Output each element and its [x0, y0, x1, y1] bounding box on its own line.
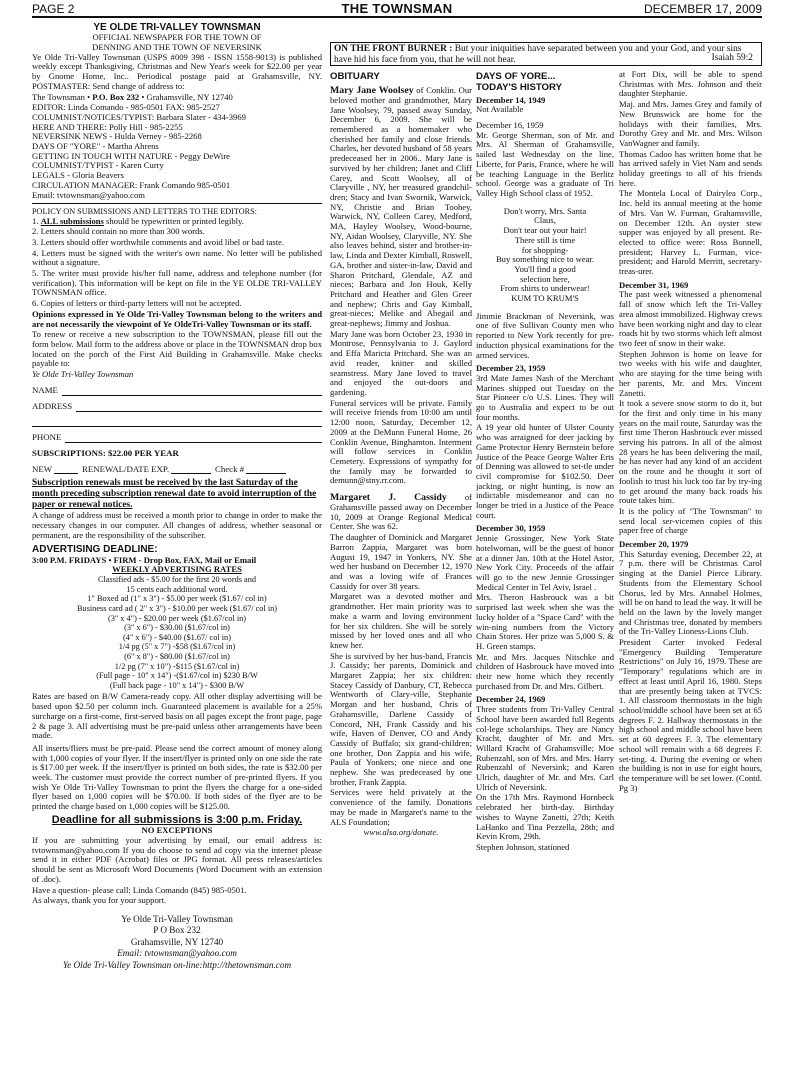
yore-subheading: TODAY'S HISTORY [476, 81, 562, 93]
advertising-deadline: 3:00 P.M. FRIDAYS • FIRM - Drop Box, FAX, Mail or Email [32, 554, 257, 565]
history-item: Mr. and Mrs. Jacques Nitschke and children of Hasbrouck have moved into their new home which they recently purchased from Dr. and Mrs. Gilbert. [476, 651, 614, 691]
history-item: A 19 year old hunter of Ulster County who was arraigned for deer jacking by Game Protector Henry Bernstein before Justice of the Peace George Walter Erts of Denning was allowed to set-tle under civil compromise for $102.50. Deer jacking, or night hunting, is now an indictable misdemeanor and can no longer be tried in a Justice of the Peace court. [476, 422, 614, 520]
phone-field[interactable]: PHONE [32, 433, 322, 443]
issue-date: DECEMBER 17, 2009 [643, 2, 762, 16]
staff-line: NEVERSINK NEWS - Hulda Verney - 985-2268 [32, 131, 202, 142]
policy-item: 5. The writer must provide his/her full name, address and telephone number (for verification). This information will be kept on file in the YE OLDE TRI-VALLEY TOWNSMAN office. [32, 268, 322, 298]
staff-line: COLUMNIST/NOTICES/TYPIST: Barbara Slater - 434-3969 [32, 111, 246, 122]
history-item: Not Available [476, 104, 524, 115]
subscription-price: SUBSCRIPTIONS: $22.00 PER YEAR [32, 447, 179, 458]
renewal-deadline-notice: Subscription renewals must be received by the last Saturday of the month preceding subscription renewal date to avoid interruption of the paper or renewal notices. [32, 478, 317, 510]
renew-instructions: To renew or receive a new subscription to the TOWNSMAN, please fill out the form below. Mail form to the address above or place in the TOWNSMAN drop box located on the porch of the First Aid Building in Grahamsville. Make checks payable to: [32, 329, 322, 369]
front-burner-source: Isaiah 59:2 [711, 53, 753, 64]
policy-item: 2. Letters should contain no more than 300 words. [32, 226, 205, 237]
history-item: Jimmie Brackman of Neversink, was one of five Sullivan County men who reported to New York recently for pre-induction physical examinations for the armed services. [476, 310, 614, 360]
obituary-heading: OBITUARY [330, 71, 380, 82]
rate-line: (Full page - 10" x 14") -($1.67/col in) $230 B/W [96, 671, 258, 681]
rate-line: 1/4 pg (5" x 7") -$58 ($1.67/col in) [118, 642, 236, 652]
submission-deadline: Deadline for all submissions is 3:00 p.m. Friday. [51, 813, 303, 826]
rate-line: (4" x 6") - $40.00 ($1.67/ col in) [123, 632, 231, 642]
obituary-paragraph: Funeral services will be private. Family will receive friends from 10:00 am until 12:00 noon, Saturday, December 12, 2009 at the DeMunn Funeral Home, 26 Conklin Avenue, Binghamton. Interment will follow services in Conklin Cemetery. Expressions of sympathy for the family may be forwarded to demunn@stny.rr.com. [330, 397, 472, 486]
no-exceptions: NO EXCEPTIONS [141, 825, 213, 836]
history-item: This Saturday evening, December 22, at 7 p.m. there will be Christmas Carol singing at the Daniel Pierce Library. Students from the Elementary School Chorus, led by Mrs. Annabel Holmes, will be on hand to lead the way. It will be held on the lawn by the lovely manger and Christmas tree, donated by members of the Tri-Valley Lioness-Lions Club. [619, 548, 762, 637]
newspaper-name: THE TOWNSMAN [341, 1, 453, 16]
history-item: Jennie Grossinger, New York State hotelwoman, will be the guest of honor at a dinner Jan. 10th at the Hotel Astor, New York City. Proceeds of the affair will go to the new Jennie Grossinger Medical Center in Tel Aviv, Israel . [476, 533, 614, 592]
page-header [32, 2, 762, 18]
rate-line: 1" Boxed ad (1" x 3") - $5.00 per week ($1.67/ col in) [87, 594, 267, 604]
page-number: PAGE 2 [32, 2, 75, 16]
advertising-heading: ADVERTISING DEADLINE: [32, 544, 158, 556]
history-item: Thomas Cadoo has written home that he has arrived safely in Viet Nam and sends holiday greetings to all of his friends here. [619, 148, 762, 188]
email-note: If you are submitting your advertising by email, our email address is: tvtownsman@yahoo.com If you do choose to send ad copy via the internet please send it in either PDF (Acrobat) files or JPG format. All press releases/articles should be sent as Microsoft Word Documents (Word Document with an extension of .doc). [32, 835, 322, 884]
history-item: Stephen Johnson, stationed [476, 841, 570, 852]
staff-line: COLUMNIST/TYPIST - Karen Curry [32, 160, 164, 171]
staff-line: CIRCULATION MANAGER: Frank Comando 985-0501 [32, 179, 231, 190]
front-burner-box [330, 42, 762, 66]
obituary-paragraph: Mary Jane was born October 23, 1930 in Montrose, Pennsylvania to J. Gaylord and Effa Maricta Pritchard. She was an avid reader, knitter and skilled seamstress. Mary Jane loved to travel and enjoyed the out-doors and gardening. [330, 328, 472, 397]
opinions-disclaimer: Opinions expressed in Ye Olde Tri-Valley Townsman belong to the writers and are not necessarily the viewpoint of Ye OldeTri-Valley Townsman or its staff. [32, 308, 322, 329]
address-field[interactable]: ADDRESS [32, 402, 322, 412]
rate-line: (3" x 4") - $20.00 per week ($1.67/col in) [107, 613, 247, 623]
history-item: Maj. and Mrs. James Grey and family of New Brunswick are home for the holidays with their families, Mrs. Dorothy Grey and Mr. and Mrs. Wilson VanWagner and family. [619, 99, 762, 148]
date-heading: December 23, 1959 [476, 363, 546, 374]
payable-to: Ye Olde Tri-Valley Townsman [32, 369, 134, 380]
masthead-subtitle: OFFICIAL NEWSPAPER FOR THE TOWN OF [92, 32, 262, 43]
subscription-type-row[interactable]: NEW RENEWAL/DATE EXP. Check # [32, 465, 322, 475]
mailing-address: The Townsman • P.O. Box 232 • Grahamsville, NY 12740 [32, 91, 233, 102]
policy-item: 4. Letters must be signed with the writer's own name. No letter will be published without a signature. [32, 247, 322, 268]
staff-line: GETTING IN TOUCH WITH NATURE - Peggy DeWire [32, 150, 230, 161]
history-item: Mrs. Theron Hasbrouck was a bit surprised last week when she was the lucky holder of a "Space Card" with the win-ning numbers from the Victory Chain Stores. Her prize was 5,000 S. & H. Green stamps. [476, 592, 614, 651]
masthead-title: YE OLDE TRI-VALLEY TOWNSMAN [93, 22, 261, 33]
rate-line: Business card ad ( 2" x 3") - $10.00 per week ($1.67/ col in) [76, 603, 278, 613]
publication-info: Ye Olde Tri-Valley Townsman (USPS #009 398 - ISSN 1558-9013) is published weekly except Thanksgiving, Christmas and New Year's week for $22.00 per year by Gnome Home, Inc.. Periodical postage paid at Grahamsville, NY. POSTMASTER: Send change of address to: [32, 51, 322, 91]
divider [32, 203, 322, 204]
history-item: 3rd Mate James Nash of the Merchant Marines shipped out Tuesday on the Star Pioneer c/o U.S. Lines. They will go to Australia and expect to be out four months. [476, 372, 614, 422]
address-field-line2[interactable] [32, 418, 322, 427]
name-field[interactable]: NAME [32, 386, 322, 396]
rates-list [32, 575, 322, 690]
rate-line: 15 cents each additional word. [126, 584, 228, 594]
obituary-paragraph: The daughter of Dominick and Margaret Barron Zappia, Margaret was born August 19, 1947 in Yonkers, NY. She wed her husband on December 12, 1970 and was a loving wife of Frances Cassidy for over 38 years. [330, 532, 472, 591]
policy-item: 3. Letters should offer worthwhile comments and avoid libel or bad taste. [32, 236, 285, 247]
obituary-woolsey: Mary Jane Woolsey of Conklin. Our beloved mother and grandmother, Mary Jane Woolsey, 79, passed away Sunday, December 6, 2009. She will be remembered as a homemaker who cherished her family and close friends. Charles, her devoted husband of 58 years predeceased her in 2006.. Mary Jane is survived by her children; Janet and Cliff Carey, and Scott Woolsey, all of Claryville , NY, her treasured grandchil-dren; Stacy and Ivan Swornik, Warwick, NY, Christie and Brian Toohey, Warwick, NY, Colleen Carey, Medford, MA, Hayley Woolsey, Wood-bourne, NY, Aidan Woolsey, Claryville, NY. She also leaves behind, sister and brother-in-law, Linda and Dexter Kimball, Roswell, GA, brother and sister-in-law, David and Sharon Pritchard, Glendale, AZ and nieces; Barbara and Jon Houk, Kelly Pritchard and Heather and Glen Greer and nephew; Chris and Gay Kimball, great-nieces; Melike and Abegail and great-nephews; Jimmy and Joshua. [330, 84, 472, 329]
obituary-paragraph: Services were held privately at the convenience of the family. Donations may be made in Margaret's name to the ALS Foundation; [330, 787, 472, 827]
history-item: at Fort Dix, will be able to spend Christmas with Mrs. Johnson and their daughter Stephanie. [619, 70, 762, 99]
staff-line: HERE AND THERE: Polly Hill - 985-2255 [32, 121, 183, 132]
obituary-paragraph: Margaret was a devoted mother and grandmother. Her main priority was to make a warm and loving environment for her six children. She will be sorely missed by her loved ones and all who knew her. [330, 591, 472, 650]
thanks-note: As always, thank you for your support. [32, 895, 167, 906]
rates-title: WEEKLY ADVERTISING RATES [112, 564, 242, 575]
rate-line: (6" x 8") - $80.00 ($1.67/col in) [124, 652, 230, 662]
date-heading: December 14, 1949 [476, 94, 546, 105]
donation-link[interactable]: www.alsa.org/donate. [363, 827, 439, 838]
policy-item: 1. ALL submissions should be typewritten or printed legibly. [32, 215, 244, 226]
history-item: It is the policy of "The Townsman" to send local ser-vicemen copies of this paper free of charge [619, 505, 762, 536]
policy-heading: POLICY ON SUBMISSIONS AND LETTERS TO THE EDITORS: [32, 207, 257, 217]
staff-line: LEGALS - Gloria Beavers [32, 170, 124, 181]
krums-ad: Don't worry, Mrs. Santa Claus, Don't tear out your hair! There still is time for shopping- Buy something nice to wear. You'll find a good selection here, From shirts to underwear! KUM TO KRUM'S [495, 205, 595, 304]
history-item: President Carter invoked Federal "Emergency Building Temperature Restrictions" on July 16, 1979. These are "Temporary" regulations which are in effect at least until April 16, 1980. Steps that are presently being taken at TVCS: 1. All classroom thermostats in the high school/middle school have been set at 65 degrees F. 2. Hallway thermostats in the high school and middle school have been set at 60 degrees F. 3. The elementary school will remain with a 68 degrees F. set-ting. 4. During the evening or when the building is not in use for eight hours, the temperature will be set lower. (Contd. Pg 3) [619, 637, 762, 793]
date-heading: December 24, 1969 [476, 694, 546, 705]
staff-line: DAYS OF "YORE" - Martha Ahrens [32, 141, 159, 152]
change-of-address: A change of address must be received a month prior to change in order to make the necessary changes in our computer. All changes of address, whether seasonal or permanent, are the responsibility of the subscriber. [32, 510, 322, 540]
footer-email[interactable]: Email: tvtownsman@yahoo.com [117, 948, 237, 959]
front-burner-label: ON THE FRONT BURNER : [334, 44, 453, 54]
rate-line: 1/2 pg (7" x 10") -$115 ($1.67/col in) [114, 661, 240, 671]
footer-website[interactable]: Ye Olde Tri-Valley Townsman on-line:http://thetownsman.com [62, 959, 292, 970]
staff-list [32, 103, 322, 200]
obituary-column [330, 70, 472, 1084]
front-burner-quote: But your iniquities have separated between you and your God, and your sins have hid his face from you, that he will not hear. [334, 44, 742, 65]
policy-item: 6. Copies of letters or third-party letters will not be accepted. [32, 298, 242, 309]
history-item: On the 17th Mrs. Raymond Hornbeck celebrated her birth-day. Birthday wishes to Wayne Zanetti, 27th; Keith LaHanko and Tina Pezzella, 28th; and Kevin Krom, 29th. [476, 792, 614, 842]
date-heading: December 16, 1959 [476, 120, 544, 131]
masthead-subtitle: DENNING AND THE TOWN OF NEVERSINK [92, 42, 262, 52]
staff-line: Email: tvtownsman@yahoo.com [32, 189, 145, 200]
masthead-column [32, 22, 322, 1084]
date-heading: December 31, 1969 [619, 279, 689, 290]
history-item: The past week witnessed a phenomenal fall of snow which left the Tri-Valley area almost immobilized. Highway crews have been working night and day to clear roads hit by two storms which left almost two feet of snow in their wake. [619, 289, 762, 348]
history-item: Stephen Johnson is home on leave for two weeks with his wife and daughter, who are staying for the time being with her parents, Mr. and Mrs. Vincent Zanetti. [619, 348, 762, 398]
obituary-paragraph: She is survived by her hus-band, Francis J. Cassidy; her parents, Dominick and Margaret Zappia; her six children: Stacey Cassidy of Danbury, CT, Rebecca Wentworth of Clary-ville, Stephanie Morgan and her husband, Chris of Grahamsville, Darlene Cassidy of Concord, NH, Frank Cassidy and his wife, Haven of Denver, CO and Andy Cassidy of Buffalo; six grand-children; one brother, Don Zappia and his wife, Paula of Yonkers; one niece and one nephew. She was predeceased by one brother, Frank Zappia. [330, 650, 472, 787]
rate-line: Classified ads - $5.00 for the first 20 words and [97, 575, 257, 585]
history-item: It took a severe snow storm to do it, but for the first and only time in his many years on the mail route, Saturday was the first time Theron Hasbrouck ever missed serving his patrons. In all of the almost 28 years he has been delivering the mail, he has never had any kind of an accident on the route and he thought it sort of foolish to trust his luck too far by try-ing to get around the many back roads his route takes him. [619, 398, 762, 506]
contact-note: Have a question- please call: Linda Comando (845) 985-0501. [32, 884, 247, 895]
date-heading: December 20, 1979 [619, 539, 689, 550]
history-item: The Montela Local of Dairylea Corp., Inc. held its annual meeting at the home of Mrs. Van W. Furman, Grahamsville, on December 12th. An oyster stew supper was enjoyed by all present. Re-elected to office were: Ross Bonnell, president; Harvey L. Furman, vice-president; and Harold Merritt, secretary-treas-urer. [619, 188, 762, 277]
history-item: Mr. George Sherman, son of Mr. and Mrs. Al Sherman of Grahamsville, sailed last Wednesday on the line, Liberte, for Paris, France, where he will be teaching Language in the Berlitz school. George was a graduate of Tri Valley High School class of 1952. [476, 129, 614, 198]
history-item: Three students from Tri-Valley Central School have been awarded full Regents col-lege scholarships. They are Nancy Kracht, daughter of Mr. and Mrs. Willard Kracht of Grahamsville; Moe Rubenzahl, son of Mrs. and Mrs. Harry Rubenzahl of Neversink; and Karen Ulrich, daughter of Mr. and Mrs. Carl Ulrich of Neversink. [476, 704, 614, 792]
footer-address: Ye Olde Tri-Valley Townsman P O Box 232 Grahamsville, NY 12740 Email: tvtownsman@yahoo.com Ye Olde Tri-Valley Townsman on-line:http://thetownsman.com [32, 914, 322, 972]
obituary-cassidy: Margaret J. Cassidy of Grahamsville passed away on December 10, 2009 at Orange Regional Medical Center. She was 62. [330, 492, 472, 532]
yore-heading: DAYS OF YORE... [476, 71, 556, 82]
rate-line: (3" x 6") - $30.00 ($1.67/col in) [124, 623, 230, 633]
camera-ready-note: Rates are based on B/W Camera-ready copy. All other display advertising will be based upon $2.50 per column inch. Guaranteed placement is available for a 25% surcharge on a first-come, first-served basis on all pages except the front page, page 2 & page 3. All advertising must be pre-paid unless other arrangements have been made. [32, 691, 322, 741]
history-continued-column [619, 70, 762, 1084]
rate-line: (Full back page - 10" x 14") - $300 B/W [109, 680, 245, 690]
staff-line: EDITOR: Linda Comando - 985-0501 FAX: 985-2527 [32, 102, 220, 113]
days-of-yore-column [476, 70, 614, 1084]
flyer-rates: All inserts/fliers must be pre-paid. Please send the correct amount of money along with 1,000 copies of your flyer. If the insert/flyer is printed only on one side the rate is $17.00 per week. If the insert/flyer is printed on both sides, the rate is $32.00 per week. The customer must provide the correct number of pre-printed flyers. If you wish Ye Olde Tri-Valley Townsman to print the flyers the charge for a one-sided flyer based on 1,000 copies will be $70.00. If both sides of the flyer are to be printed the charge based on 1,000 copies will be $125.00. [32, 742, 322, 812]
date-heading: December 30, 1959 [476, 523, 546, 534]
